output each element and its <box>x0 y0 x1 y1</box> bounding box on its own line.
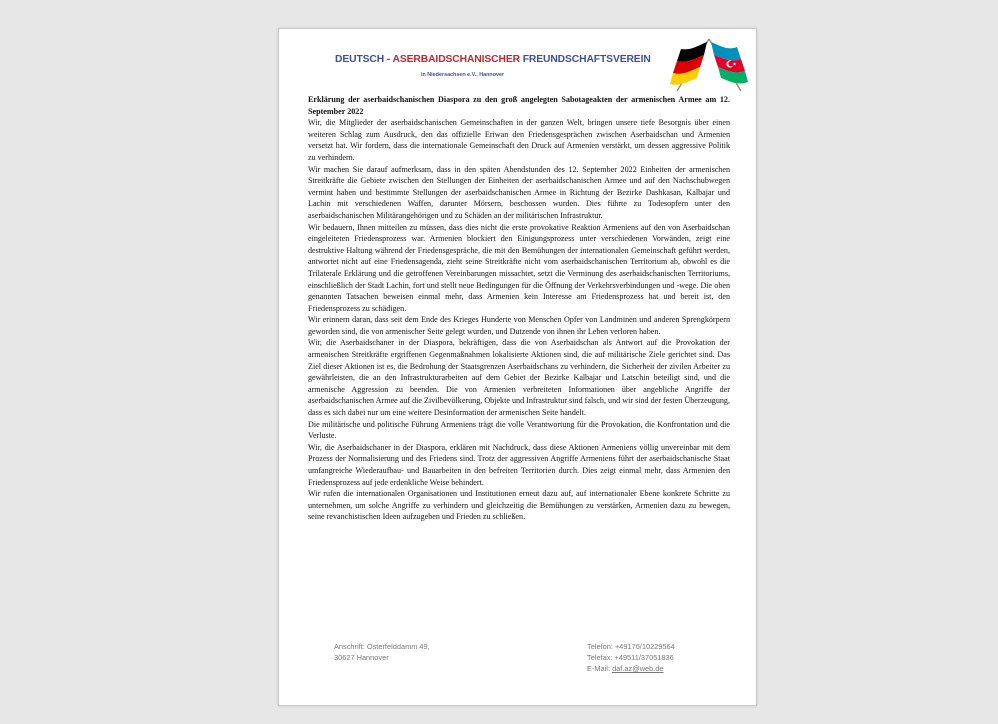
german-flag-icon <box>670 42 707 85</box>
fax-number: Telefax: +49511/37051836 <box>587 653 674 662</box>
paragraph: Wir machen Sie darauf aufmerksam, dass in den späten Abendstunden des 12. September 2022 Einheiten der armenischen Streitkräfte die Gebiete zwischen den Stellungen der Einheiten der aserbaidschanischen Armee und auf den Nachschubwegen vermint haben und bestimmte Stellungen der aserbaidschanischen Armee in Richtung der Bezirke Dashkasan, Kalbajar und Lachin mit verschiedenen Waffen, darunter Mörsern, beschossen wurden. Dies führte zu Todesopfern unter den aserbaidschanischen Militärangehörigen und zu Schäden an der militärischen Infrastruktur. <box>308 164 730 220</box>
paragraph: Wir erinnern daran, dass seit dem Ende des Krieges Hunderte von Menschen Opfer von Landminen und anderen Sprengkörpern geworden sind, die von armenischer Seite gelegt wurden, und Dutzende von ihnen ihr Leben verloren haben. <box>308 315 730 336</box>
email-link[interactable]: daf.az@web.de <box>612 664 664 673</box>
paragraph: Wir, die Aserbaidschaner in der Diaspora, bekräftigen, dass die von Aserbaidschan als Antwort auf die Provokation der armenischen Streitkräfte ergriffenen Gegenmaßnahmen lokalisierte Aktionen sind, die auf militärische Ziele gerichtet sind. Das Ziel dieser Aktionen ist es, die Bedrohung der Staatsgrenzen Aserbaidschans zu verhindern, die Sicherheit der zivilen Arbeiter zu gewährleisten, die an den Infrastrukturarbeiten auf dem Gebiet der Bezirke Kalbajar und Latschin beteiligt sind, und die armenische Aggression zu beenden. Die von Armenien verbreiteten Informationen über angebliche Angriffe der aserbaidschanischen Armee auf die Zivilbevölkerung, Objekte und Infrastruktur sind falsch, und wir sind der festen Überzeugung, dass es sich dabei nur um eine weitere Desinformation der armenischen Seite handelt. <box>308 338 730 418</box>
document-body <box>308 94 730 523</box>
paragraph: Wir, die Mitglieder der aserbaidschanischen Gemeinschaften in der ganzen Welt, bringen unsere tiefe Besorgnis über einen weiteren Schlag zum Ausdruck, den das offizielle Eriwan den Friedensgesprächen zwischen Aserbaidschan und Armenien versetzt hat. Wir fordern, dass die internationale Gemeinschaft den Druck auf Armenien verstärkt, um dessen aggressive Politik zu verhindern. <box>308 118 730 162</box>
paragraph: Die militärische und politische Führung Armeniens trägt die volle Verantwortung für die Provokation, die Konfrontation und die Verluste. <box>308 419 730 441</box>
paragraph: Wir rufen die internationalen Organisationen und Institutionen erneut dazu auf, auf internationaler Ebene konkrete Schritte zu unternehmen, um solche Angriffe zu verhindern und gleichzeitig die Bemühungen zu verstärken, Armenien dazu zu bewegen, seine revanchistischen Ideen aufzugeben und Frieden zu schließen. <box>308 489 730 522</box>
document-page <box>278 28 757 706</box>
title-segment-german: DEUTSCH - <box>335 54 393 65</box>
crossed-flags-logo <box>669 33 749 93</box>
phone-number: Telefon: +49176/10229564 <box>587 642 675 651</box>
contact-block <box>587 641 675 674</box>
letterhead <box>279 29 756 95</box>
address-line: Anschrift: Osterfelddamm 49, <box>334 642 430 651</box>
address-block <box>334 641 430 663</box>
azerbaijan-flag-icon <box>711 42 748 83</box>
organization-title <box>335 54 651 65</box>
email-line <box>587 663 675 674</box>
title-segment-friendship: FREUNDSCHAFTSVEREIN <box>519 54 651 65</box>
paragraph: Wir, die Aserbaidschaner in der Diaspora, erklären mit Nachdruck, dass diese Aktionen Armeniens völlig unvereinbar mit dem Prozess der Normalisierung und des Friedens sind. Trotz der aggressiven Angriffe Armeniens führt der aserbaidschanische Staat umfangreiche Wiederaufbau- und Bauarbeiten in den befreiten Territorien durch. Dies zeigt einmal mehr, dass Armenien den Friedensprozess auf jede erdenkliche Weise behindert. <box>308 442 730 487</box>
organization-subtitle: in Niedersachsen e.V., Hannover <box>421 72 505 78</box>
email-label: E-Mail: <box>587 664 613 673</box>
title-segment-azerbaijani: ASERBAIDSCHANISCHER <box>392 54 520 65</box>
paragraph: Wir bedauern, Ihnen mitteilen zu müssen, dass dies nicht die erste provokative Reaktion Armeniens auf den von Aserbaidschan eingeleiteten Friedensprozess war. Armenien blockiert den Einigungsprozess unter verschiedenen Vorwänden, zeigt eine destruktive Haltung während der Friedensgespräche, die mit den Bemühungen der internationalen Gemeinschaft geführt werden, antwortet nicht auf eine Friedensagenda, zieht seine Streitkräfte nicht vom aserbaidschanischen Territorium ab, obwohl es die Trilaterale Erklärung und die getroffenen Vereinbarungen missachtet, setzt die Verminung des aserbaidschanischen Territoriums, einschließlich der Stadt Lachin, fort und stellt neue Bedingungen für die Öffnung der Verkehrsverbindungen und -wege. Die oben genannten Tatsachen beweisen einmal mehr, dass Armenien kein Interesse am Friedensprozess hat und bereit ist, den Friedensprozess zu schädigen. <box>308 222 730 313</box>
document-title: Erklärung der aserbaidschanischen Diaspora zu den groß angelegten Sabotageakten der armenischen Armee am 12. September 2022 <box>308 95 730 116</box>
address-line: 30627 Hannover <box>334 653 389 662</box>
